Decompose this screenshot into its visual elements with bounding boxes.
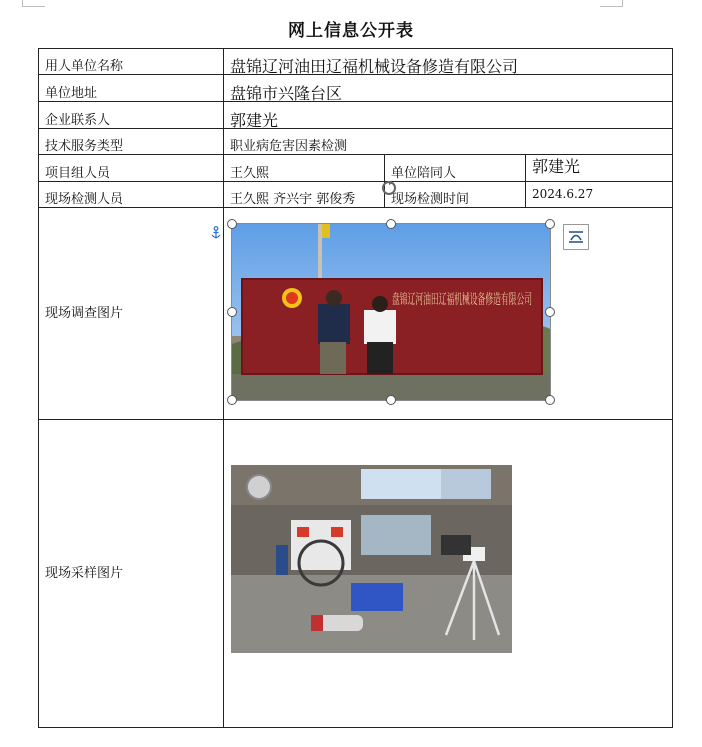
sampling-photo-label: 现场采样图片 bbox=[39, 420, 224, 728]
companion-label: 单位陪同人 bbox=[385, 155, 526, 182]
document-title: 网上信息公开表 bbox=[288, 21, 414, 41]
anchor-icon bbox=[210, 226, 222, 240]
layout-options-icon[interactable] bbox=[563, 224, 589, 250]
survey-photo[interactable] bbox=[231, 223, 644, 401]
resize-handle-bottom[interactable] bbox=[386, 395, 396, 405]
page-corner-mark-left bbox=[22, 0, 45, 7]
address-value[interactable]: 盘锦市兴隆台区 bbox=[224, 75, 673, 102]
contact-label: 企业联系人 bbox=[39, 102, 224, 129]
address-label: 单位地址 bbox=[39, 75, 224, 102]
table-row bbox=[39, 208, 673, 420]
resize-handle-bottom-left[interactable] bbox=[227, 395, 237, 405]
time-label: 现场检测时间 bbox=[385, 182, 526, 208]
team-value[interactable]: 王久熙 bbox=[224, 155, 385, 182]
table-row bbox=[39, 155, 673, 182]
resize-handle-right[interactable] bbox=[545, 307, 555, 317]
resize-handle-left[interactable] bbox=[227, 307, 237, 317]
table-row bbox=[39, 129, 673, 155]
info-table bbox=[38, 48, 673, 728]
table-row bbox=[39, 49, 673, 75]
inspectors-label: 现场检测人员 bbox=[39, 182, 224, 208]
sampling-photo[interactable] bbox=[231, 465, 512, 653]
page-corner-mark-right bbox=[600, 0, 623, 7]
service-value[interactable]: 职业病危害因素检测 bbox=[224, 129, 673, 155]
inspectors-value[interactable]: 王久熙 齐兴宇 郭俊秀 bbox=[224, 182, 385, 208]
resize-handle-top[interactable] bbox=[386, 219, 396, 229]
table-row bbox=[39, 75, 673, 102]
resize-handle-top-left[interactable] bbox=[227, 219, 237, 229]
contact-value[interactable]: 郭建光 bbox=[224, 102, 673, 129]
resize-handle-bottom-right[interactable] bbox=[545, 395, 555, 405]
table-row bbox=[39, 420, 673, 728]
time-value[interactable]: 2024.6.27 bbox=[526, 182, 673, 208]
sampling-photo-cell bbox=[224, 420, 673, 728]
team-label: 项目组人员 bbox=[39, 155, 224, 182]
survey-photo-cell bbox=[224, 208, 673, 420]
companion-value[interactable]: 郭建光 bbox=[526, 155, 673, 182]
table-row bbox=[39, 102, 673, 129]
service-label: 技术服务类型 bbox=[39, 129, 224, 155]
sign-text: 盘锦辽河油田辽福机械设备修造有限公司 bbox=[392, 292, 644, 308]
resize-handle-top-right[interactable] bbox=[545, 219, 555, 229]
survey-photo-label: 现场调查图片 bbox=[39, 208, 224, 420]
table-row bbox=[39, 182, 673, 208]
employer-label: 用人单位名称 bbox=[39, 49, 224, 75]
employer-value[interactable]: 盘锦辽河油田辽福机械设备修造有限公司 bbox=[224, 49, 673, 75]
rotate-handle-icon[interactable] bbox=[381, 180, 397, 196]
